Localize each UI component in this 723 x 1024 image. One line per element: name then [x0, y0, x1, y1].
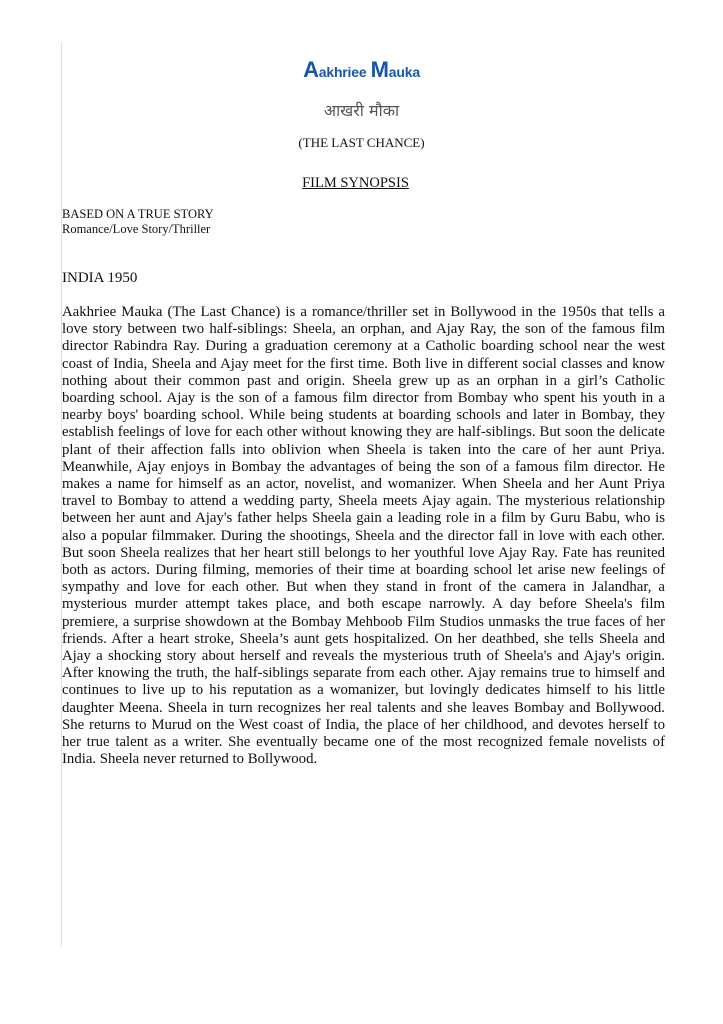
story-meta	[62, 207, 214, 237]
synopsis-paragraph: Aakhriee Mauka (The Last Chance) is a romance/thriller set in Bollywood in the 1950s that tells a love story between two half-siblings: Sheela, an orphan, and Ajay Ray, the son of the famous film director Rabindra Ray. During a graduation ceremony at a Catholic boarding school near the west coast of India, Sheela and Ajay meet for the first time. Both live in different social classes and know nothing about their common past and origin. Sheela grew up as an orphan in a girl’s Catholic boarding school. Ajay is the son of a famous film director from Bombay who spent his youth in a nearby boys' boarding school. While being students at boarding schools and later in Bombay, they establish feelings of love for each other without knowing they are half-siblings. But soon the delicate plant of their affection falls into oblivion when Sheela is taken into the care of her aunt Priya. Meanwhile, Ajay enjoys in Bombay the advantages of being the son of a famous film director. He makes a name for himself as an actor, novelist, and womanizer. When Sheela and her Aunt Priya travel to Bombay to attend a wedding party, Sheela meets Ajay again. The mysterious relationship between her aunt and Ajay's father helps Sheela gain a leading role in a film by Guru Babu, who is also a popular filmmaker. During the shootings, Sheela and the director fall in love with each other. But soon Sheela realizes that her heart still belongs to her youthful love Ajay Ray. Fate has reunited both as actors. During filming, memories of their time at boarding school let arise new feelings of sympathy and love for each other. But when they stand in front of the camera in Jalandhar, a mysterious murder attempt takes place, and both escape narrowly. A day before Sheela's film premiere, a surprise showdown at the Bombay Mehboob Film Studios unmasks the true faces of her friends. After a heart stroke, Sheela’s aunt gets hospitalized. On her deathbed, she tells Sheela and Ajay a shocking story about herself and reveals the mysterious truth of Sheela's and Ajay's origin. After knowing the truth, the half-siblings separate from each other. Ajay remains true to himself and continues to live up to his reputation as a womanizer, but lovingly dedicates himself to his little daughter Meena. Sheela in turn recognizes her real talents and she leaves Bombay and Bollywood. She returns to Murud on the West coast of India, the place of her childhood, and devotes herself to her true talent as a writer. She eventually became one of the most recognized female novelists of India. Sheela never returned to Bollywood.	[62, 304, 665, 768]
film-title	[0, 57, 723, 83]
title-initial-m: M	[370, 57, 389, 82]
title-word-rest-1: akhriee	[318, 64, 367, 80]
english-subtitle: (THE LAST CHANCE)	[298, 135, 425, 150]
section-title: INDIA 1950	[62, 270, 138, 286]
title-initial-a: A	[303, 57, 319, 82]
basis-line: BASED ON A TRUE STORY	[62, 207, 214, 221]
synopsis-heading: FILM SYNOPSIS	[302, 175, 409, 191]
hindi-title: आखरी मौका	[323, 101, 400, 120]
genre-line: Romance/Love Story/Thriller	[62, 222, 211, 236]
title-word-rest-2: auka	[388, 64, 420, 80]
